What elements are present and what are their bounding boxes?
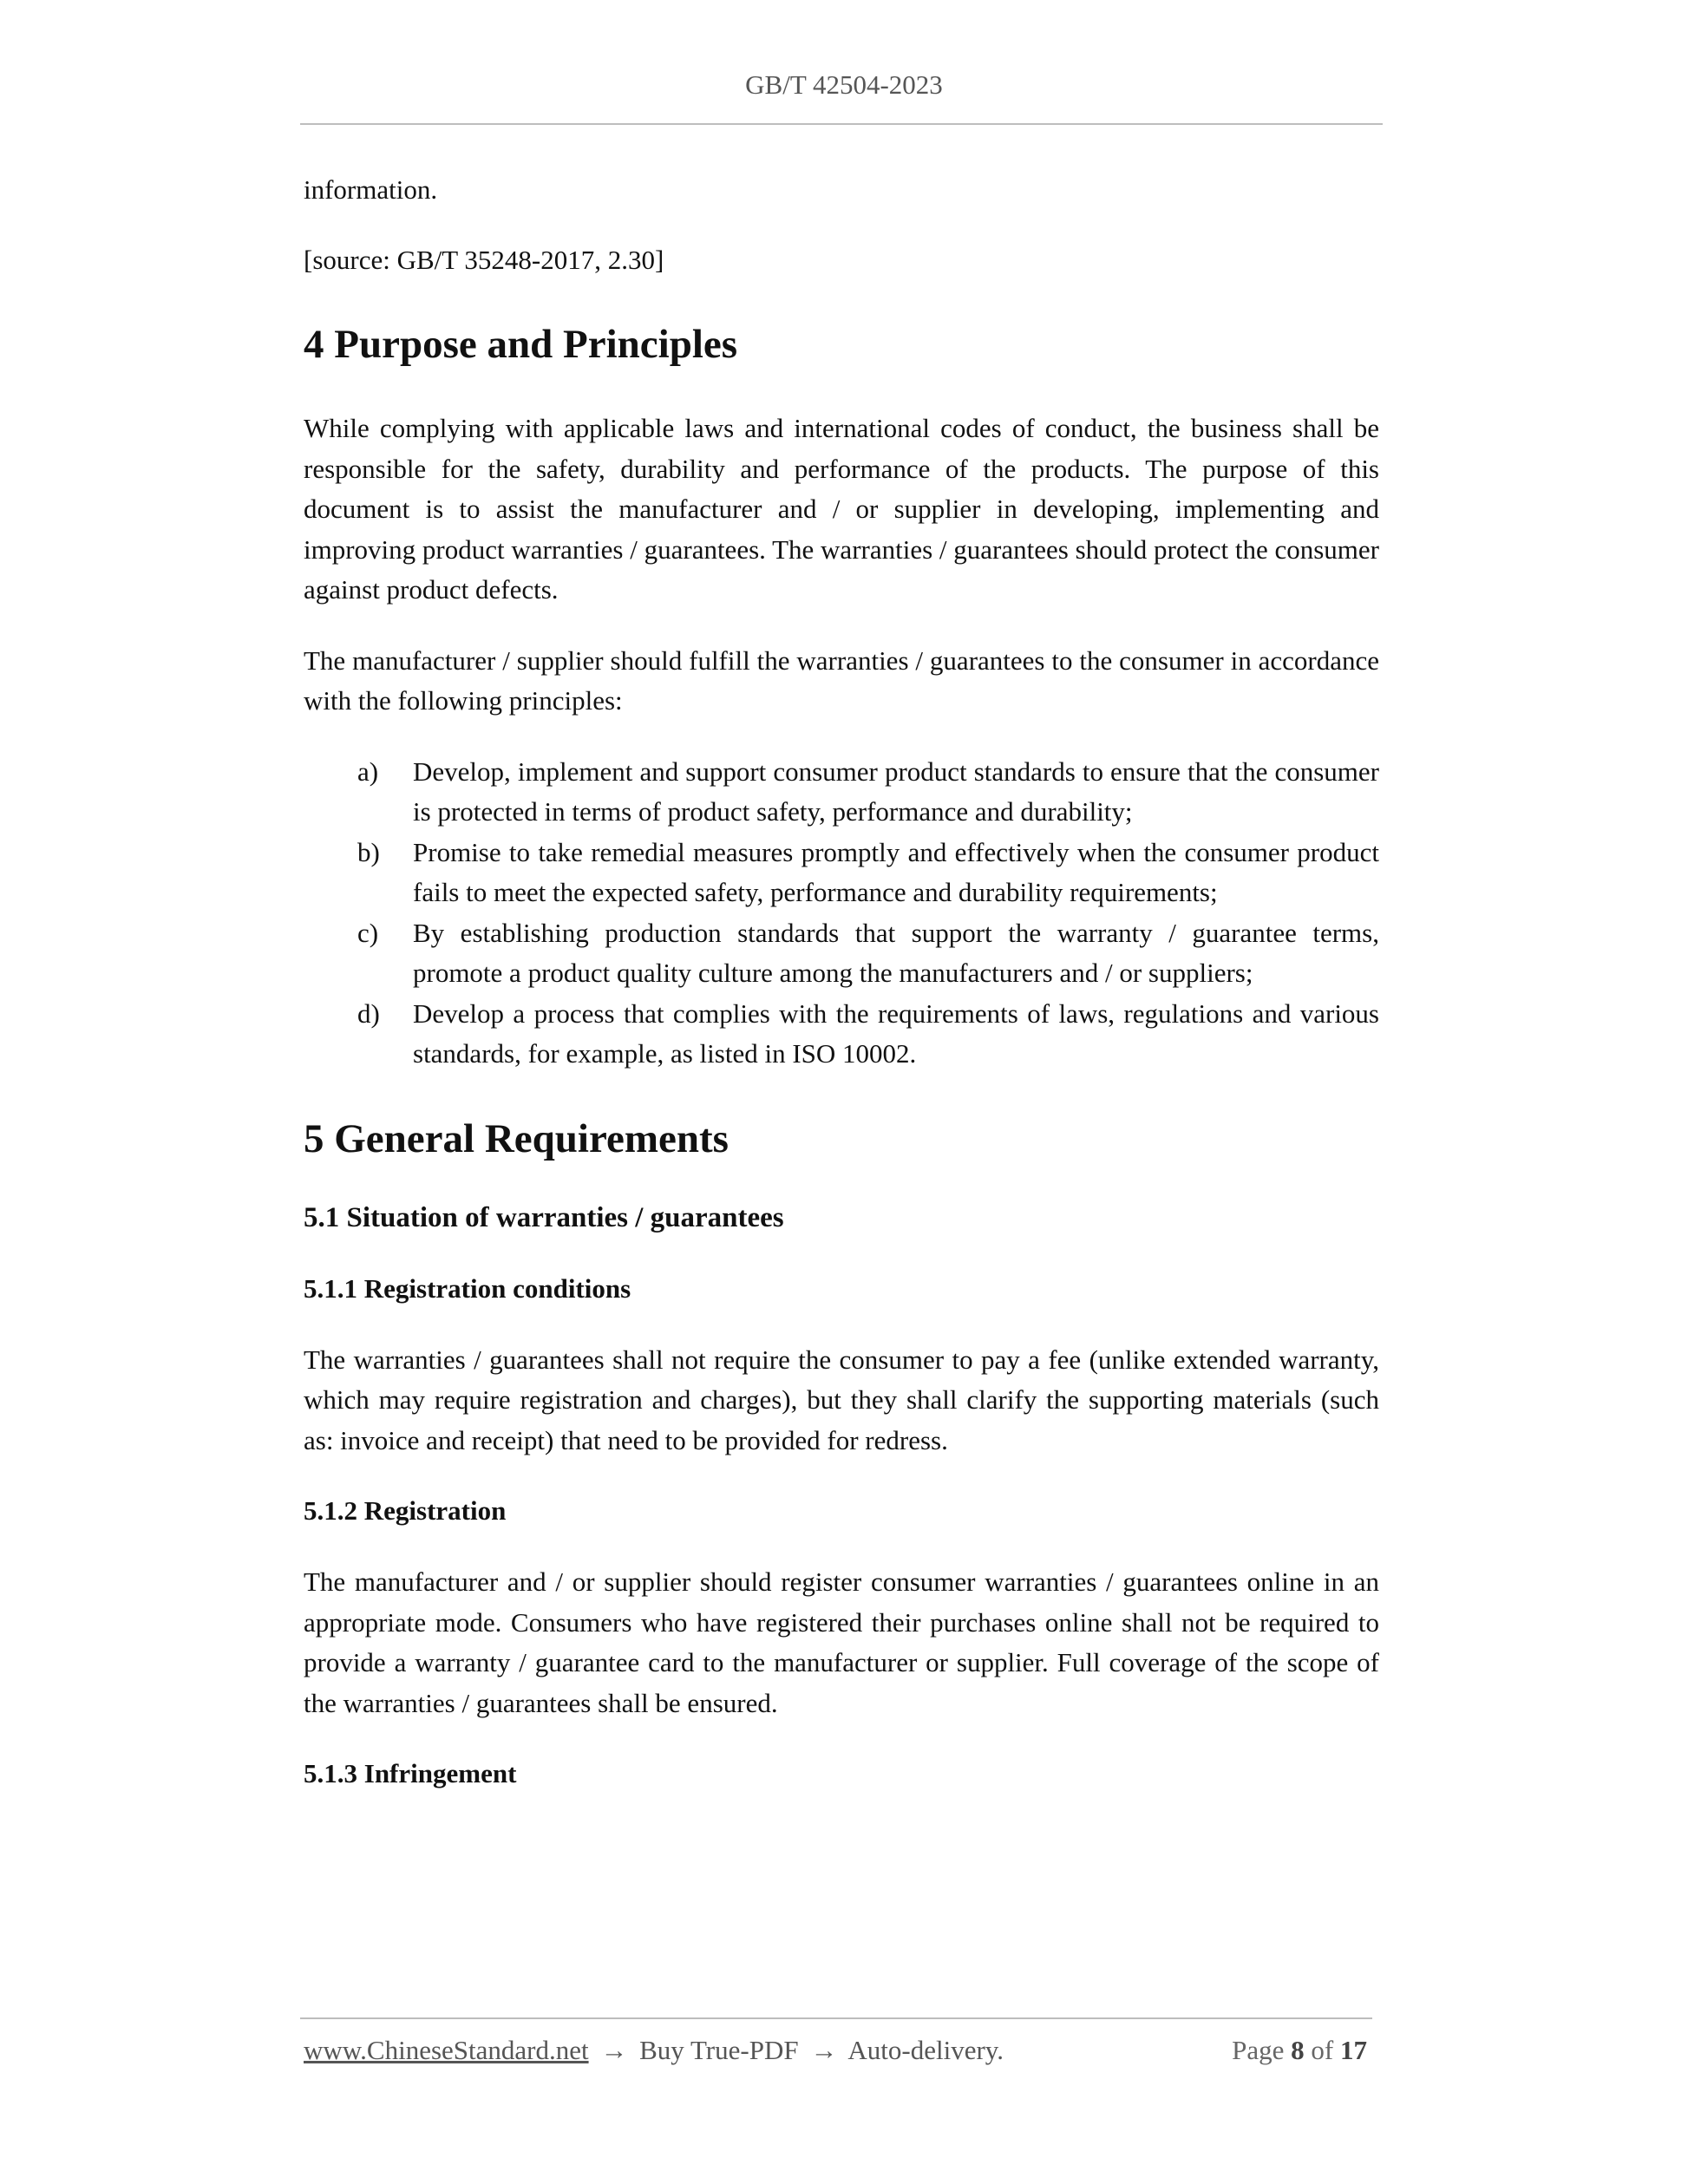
list-marker: d) (357, 997, 380, 1029)
header-divider (300, 123, 1383, 125)
section-5-1-3-heading: 5.1.3 Infringement (304, 1758, 517, 1788)
principle-item-a (304, 752, 1379, 833)
running-header: GB/T 42504-2023 (745, 69, 943, 100)
document-body (304, 170, 1379, 1794)
section-5-1-1-text: The warranties / guarantees shall not require the consumer to pay a fee (unlike extended warranty, which may require registration and charges), but they shall clarify the supporting materials (such as: invoice and receipt) that need to be provided for redress. (304, 1344, 1379, 1455)
principle-text: Develop, implement and support consumer product standards to ensure that the consumer is protected in terms of product safety, performance and durability; (413, 755, 1379, 827)
list-marker: b) (357, 836, 380, 867)
website-link[interactable]: www.ChineseStandard.net (304, 2035, 589, 2065)
page-label: Page (1232, 2035, 1285, 2065)
principle-text: Develop a process that complies with the requirements of laws, regulations and various standards, for example, as listed in ISO 10002. (413, 997, 1379, 1069)
footer-divider (300, 2017, 1372, 2019)
section-4-paragraph-2: The manufacturer / supplier should fulfill the warranties / guarantees to the consumer in accordance with the following principles: (304, 644, 1379, 716)
principle-text: Promise to take remedial measures promptly and effectively when the consumer product fails to meet the expected safety, performance and durability requirements; (413, 836, 1379, 907)
section-4-paragraph-1: While complying with applicable laws and international codes of conduct, the business shall be responsible for the safety, durability and performance of the products. The purpose of this document is to assist the manufacturer and / or supplier in developing, implementing and improving product warranties / guarantees. The warranties / guarantees should protect the consumer against product defects. (304, 413, 1379, 605)
buy-pdf-text: Buy True-PDF (639, 2035, 799, 2065)
of-label: of (1311, 2035, 1334, 2065)
footer-promo (304, 2035, 1004, 2066)
arrow-right-icon: → (600, 2035, 628, 2065)
section-5-1-2-text: The manufacturer and / or supplier should register consumer warranties / guarantees online in an appropriate mode. Consumers who have registered their purchases online shall not be required to provide a warranty / guarantee card to the manufacturer or supplier. Full coverage of the scope of the warranties / guarantees shall be ensured. (304, 1566, 1379, 1718)
section-5-heading: 5 General Requirements (304, 1115, 729, 1161)
source-note: [source: GB/T 35248-2017, 2.30] (304, 244, 664, 275)
principle-item-c (304, 913, 1379, 994)
section-4-heading: 4 Purpose and Principles (304, 322, 738, 367)
page-number: 8 (1291, 2035, 1305, 2065)
section-5-1-heading: 5.1 Situation of warranties / guarantees (304, 1201, 784, 1233)
arrow-right-icon: → (810, 2035, 838, 2065)
section-5-1-2-heading: 5.1.2 Registration (304, 1495, 507, 1526)
section-5-1-1-heading: 5.1.1 Registration conditions (304, 1272, 631, 1304)
principle-item-d (304, 994, 1379, 1075)
auto-delivery-text: Auto-delivery. (847, 2035, 1004, 2065)
continuation-text: information. (304, 174, 438, 205)
page-indicator (1232, 2035, 1367, 2066)
principle-text: By establishing production standards that support the warranty / guarantee terms, promote a product quality culture among the manufacturers and / or suppliers; (413, 917, 1379, 988)
list-marker: a) (357, 755, 379, 787)
list-marker: c) (357, 917, 379, 948)
principle-item-b (304, 833, 1379, 913)
page-total: 17 (1340, 2035, 1367, 2065)
